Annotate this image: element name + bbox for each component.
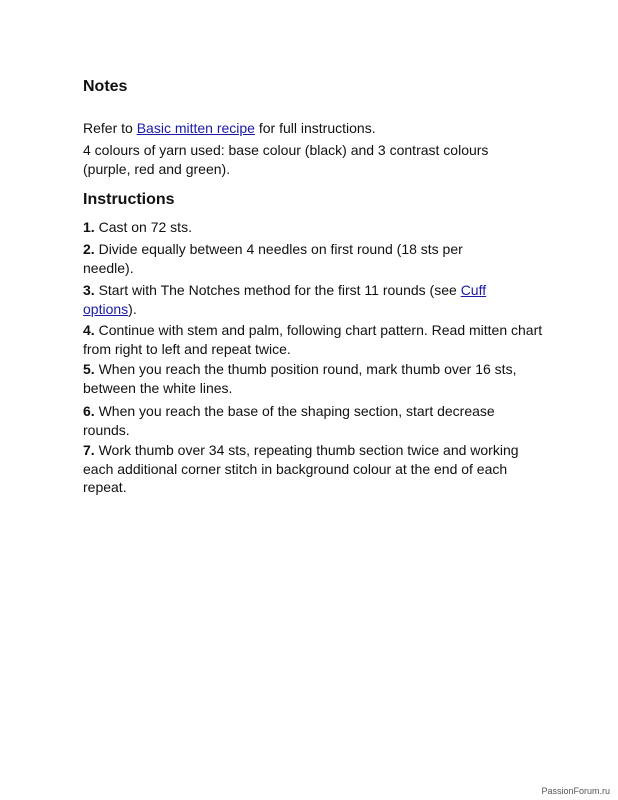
refer-prefix: Refer to — [83, 120, 137, 136]
step-6 — [83, 402, 538, 439]
step-1 — [83, 218, 553, 237]
step-3 — [83, 281, 528, 318]
step-number: 7. — [83, 442, 95, 458]
step-2 — [83, 240, 513, 277]
instructions-heading: Instructions — [83, 191, 175, 208]
step-text: Continue with stem and palm, following chart pattern. Read mitten chart from right to left and repeat twice. — [83, 322, 543, 357]
yarn-paragraph: 4 colours of yarn used: base colour (black) and 3 contrast colours (purple, red and green). — [83, 142, 489, 177]
step-text: Start with The Notches method for the first 11 rounds (see — [94, 282, 461, 298]
cuff-options-link[interactable]: Cuff options — [83, 282, 487, 317]
step-text-end: ). — [128, 300, 137, 317]
step-number: 4. — [83, 322, 95, 338]
step-number: 5. — [83, 361, 95, 377]
refer-paragraph — [83, 119, 553, 138]
step-number: 2. — [83, 241, 95, 257]
refer-suffix: for full instructions. — [254, 120, 376, 136]
basic-mitten-recipe-link[interactable]: Basic mitten recipe — [136, 120, 255, 136]
step-number: 3. — [83, 282, 95, 298]
step-text: Divide equally between 4 needles on first round (18 sts per needle). — [83, 241, 463, 276]
step-5 — [83, 360, 553, 397]
step-text: Work thumb over 34 sts, repeating thumb section twice and working each additional corner stitch in background colour at the end of each repeat. — [83, 442, 519, 495]
watermark: PassionForum.ru — [541, 786, 610, 796]
step-text: When you reach the base of the shaping section, start decrease rounds. — [83, 403, 495, 438]
step-number: 1. — [83, 219, 95, 235]
step-text: When you reach the thumb position round, mark thumb over 16 sts, between the white lines. — [83, 361, 517, 396]
step-text: Cast on 72 sts. — [94, 219, 192, 235]
notes-heading: Notes — [83, 78, 128, 95]
step-7 — [83, 441, 543, 497]
step-number: 6. — [83, 403, 95, 419]
step-4 — [83, 321, 545, 358]
